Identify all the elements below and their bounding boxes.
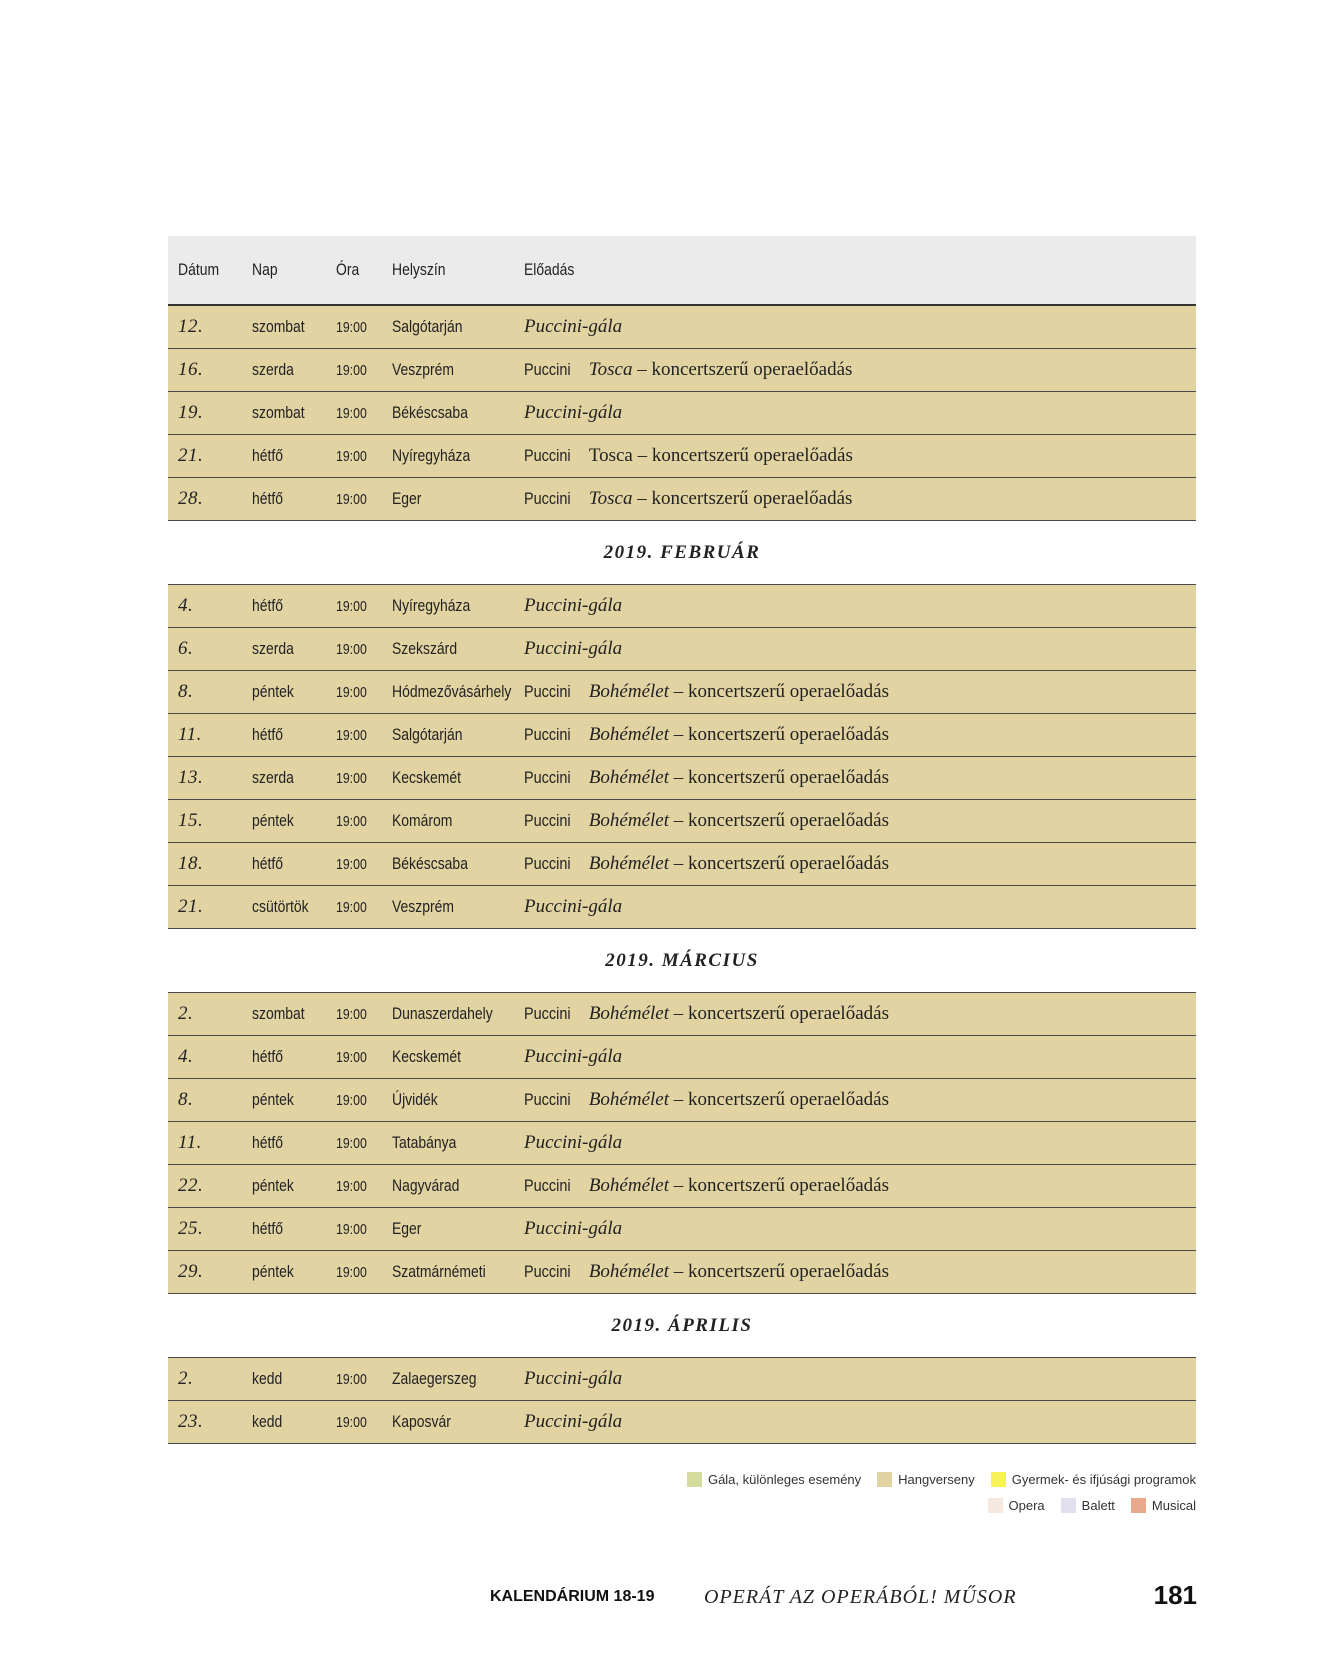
table-row bbox=[168, 585, 1196, 628]
cell-show bbox=[524, 445, 1196, 467]
table-row bbox=[168, 1165, 1196, 1208]
table-row bbox=[168, 306, 1196, 349]
cell-time: 19:00 bbox=[336, 1413, 367, 1431]
table-row bbox=[168, 886, 1196, 929]
table-row bbox=[168, 1401, 1196, 1444]
cell-time: 19:00 bbox=[336, 1048, 367, 1066]
table-row bbox=[168, 1358, 1196, 1401]
cell-show bbox=[524, 1261, 1196, 1283]
show-title: Puccini-gála bbox=[524, 1132, 623, 1153]
cell-show bbox=[524, 1411, 1196, 1433]
legend-label: Gyermek- és ifjúsági programok bbox=[1011, 1472, 1196, 1487]
cell-day: hétfő bbox=[252, 725, 284, 744]
cell-date: 23. bbox=[178, 1411, 204, 1432]
table-row bbox=[168, 1208, 1196, 1251]
legend-swatch bbox=[1061, 1498, 1076, 1513]
cell-day: kedd bbox=[252, 1369, 283, 1388]
table-row bbox=[168, 1079, 1196, 1122]
show-suffix: – koncertszerű operaelőadás bbox=[669, 767, 889, 788]
cell-time: 19:00 bbox=[336, 855, 367, 873]
cell-time: 19:00 bbox=[336, 361, 367, 379]
cell-date: 8. bbox=[178, 1089, 194, 1110]
table-row bbox=[168, 714, 1196, 757]
show-composer: Puccini bbox=[524, 1176, 571, 1195]
legend-line-2 bbox=[687, 1498, 1196, 1513]
header-place: Helyszín bbox=[392, 260, 446, 279]
legend bbox=[687, 1472, 1196, 1524]
show-title: Puccini-gála bbox=[524, 896, 623, 917]
table-row bbox=[168, 1036, 1196, 1079]
show-suffix: – koncertszerű operaelőadás bbox=[669, 1003, 889, 1024]
cell-day: péntek bbox=[252, 1262, 294, 1281]
legend-swatch bbox=[877, 1472, 892, 1487]
cell-place: Nagyvárad bbox=[392, 1176, 460, 1195]
cell-day: péntek bbox=[252, 1176, 294, 1195]
cell-show bbox=[524, 488, 1196, 510]
table-header bbox=[168, 236, 1196, 306]
legend-label: Hangverseny bbox=[898, 1472, 975, 1487]
cell-time: 19:00 bbox=[336, 1220, 367, 1238]
cell-place: Szekszárd bbox=[392, 639, 458, 658]
show-title: Tosca bbox=[588, 488, 633, 509]
show-composer: Puccini bbox=[524, 1090, 571, 1109]
cell-show bbox=[524, 1175, 1196, 1197]
show-title: Puccini-gála bbox=[524, 1368, 623, 1389]
table-row bbox=[168, 1251, 1196, 1294]
cell-date: 12. bbox=[178, 316, 204, 337]
table-row bbox=[168, 843, 1196, 886]
cell-day: péntek bbox=[252, 811, 294, 830]
cell-place: Hódmezővásárhely bbox=[392, 682, 512, 701]
cell-show bbox=[524, 359, 1196, 381]
cell-day: kedd bbox=[252, 1412, 283, 1431]
show-suffix: – koncertszerű operaelőadás bbox=[632, 359, 853, 380]
cell-date: 29. bbox=[178, 1261, 204, 1282]
cell-date: 28. bbox=[178, 488, 204, 509]
cell-day: hétfő bbox=[252, 1047, 284, 1066]
cell-day: szerda bbox=[252, 639, 294, 658]
legend-swatch bbox=[988, 1498, 1003, 1513]
cell-time: 19:00 bbox=[336, 1177, 367, 1195]
cell-date: 13. bbox=[178, 767, 204, 788]
cell-show bbox=[524, 1218, 1196, 1240]
cell-date: 16. bbox=[178, 359, 204, 380]
cell-show bbox=[524, 1132, 1196, 1154]
month-title: 2019. FEBRUÁR bbox=[168, 521, 1196, 585]
legend-swatch bbox=[991, 1472, 1006, 1487]
cell-show bbox=[524, 767, 1196, 789]
show-title: Puccini-gála bbox=[524, 1218, 623, 1239]
table-row bbox=[168, 800, 1196, 843]
show-composer: Puccini bbox=[524, 682, 571, 701]
cell-place: Komárom bbox=[392, 811, 453, 830]
legend-label: Opera bbox=[1008, 1498, 1045, 1513]
cell-date: 15. bbox=[178, 810, 204, 831]
show-title: Bohémélet bbox=[588, 1089, 669, 1110]
cell-time: 19:00 bbox=[336, 318, 367, 336]
show-title: Tosca bbox=[588, 445, 633, 466]
schedule-sections bbox=[168, 306, 1196, 1444]
cell-day: szerda bbox=[252, 360, 294, 379]
table-row bbox=[168, 435, 1196, 478]
cell-day: hétfő bbox=[252, 1133, 284, 1152]
show-suffix: – koncertszerű operaelőadás bbox=[669, 1175, 889, 1196]
cell-place: Szatmárnémeti bbox=[392, 1262, 486, 1281]
cell-time: 19:00 bbox=[336, 404, 367, 422]
cell-place: Kaposvár bbox=[392, 1412, 451, 1431]
show-composer: Puccini bbox=[524, 1004, 571, 1023]
cell-place: Tatabánya bbox=[392, 1133, 457, 1152]
footer-calendar-title: KALENDÁRIUM 18-19 bbox=[490, 1588, 655, 1605]
show-suffix: – koncertszerű operaelőadás bbox=[669, 681, 889, 702]
cell-show bbox=[524, 1003, 1196, 1025]
cell-day: hétfő bbox=[252, 854, 284, 873]
show-suffix: – koncertszerű operaelőadás bbox=[632, 488, 853, 509]
cell-day: szombat bbox=[252, 317, 305, 336]
cell-day: szombat bbox=[252, 403, 305, 422]
cell-show bbox=[524, 316, 1196, 338]
cell-show bbox=[524, 853, 1196, 875]
show-composer: Puccini bbox=[524, 1262, 571, 1281]
cell-day: hétfő bbox=[252, 1219, 284, 1238]
cell-day: péntek bbox=[252, 1090, 294, 1109]
cell-place: Kecskemét bbox=[392, 768, 461, 787]
legend-swatch bbox=[687, 1472, 702, 1487]
table-row bbox=[168, 349, 1196, 392]
page-number: 181 bbox=[1153, 1580, 1197, 1610]
legend-label: Balett bbox=[1081, 1498, 1115, 1513]
month-title: 2019. ÁPRILIS bbox=[168, 1294, 1196, 1358]
show-title: Puccini-gála bbox=[524, 1046, 623, 1067]
cell-time: 19:00 bbox=[336, 447, 367, 465]
cell-place: Salgótarján bbox=[392, 725, 463, 744]
show-composer: Puccini bbox=[524, 811, 571, 830]
cell-date: 2. bbox=[178, 1368, 194, 1389]
month-title: 2019. MÁRCIUS bbox=[168, 929, 1196, 993]
cell-place: Békéscsaba bbox=[392, 403, 468, 422]
cell-place: Kecskemét bbox=[392, 1047, 461, 1066]
show-title: Bohémélet bbox=[588, 1175, 669, 1196]
legend-swatch bbox=[1131, 1498, 1146, 1513]
show-title: Tosca bbox=[588, 359, 633, 380]
show-suffix: – koncertszerű operaelőadás bbox=[669, 1261, 889, 1282]
header-date: Dátum bbox=[178, 260, 220, 279]
cell-place: Nyíregyháza bbox=[392, 596, 471, 615]
cell-day: csütörtök bbox=[252, 897, 309, 916]
show-suffix: – koncertszerű operaelőadás bbox=[669, 853, 889, 874]
legend-label: Gála, különleges esemény bbox=[707, 1472, 862, 1487]
show-title: Bohémélet bbox=[588, 681, 669, 702]
cell-time: 19:00 bbox=[336, 898, 367, 916]
cell-place: Újvidék bbox=[392, 1090, 438, 1109]
table-row bbox=[168, 628, 1196, 671]
cell-date: 2. bbox=[178, 1003, 194, 1024]
cell-date: 8. bbox=[178, 681, 194, 702]
cell-day: péntek bbox=[252, 682, 294, 701]
cell-day: hétfő bbox=[252, 446, 284, 465]
header-time: Óra bbox=[336, 260, 360, 279]
table-row bbox=[168, 1122, 1196, 1165]
table-row bbox=[168, 478, 1196, 521]
header-show: Előadás bbox=[524, 260, 575, 279]
cell-time: 19:00 bbox=[336, 597, 367, 615]
cell-show bbox=[524, 1046, 1196, 1068]
cell-show bbox=[524, 1368, 1196, 1390]
cell-show bbox=[524, 810, 1196, 832]
cell-date: 4. bbox=[178, 595, 194, 616]
cell-date: 18. bbox=[178, 853, 204, 874]
legend-item bbox=[1061, 1498, 1115, 1513]
show-composer: Puccini bbox=[524, 854, 571, 873]
cell-place: Veszprém bbox=[392, 360, 454, 379]
cell-place: Eger bbox=[392, 489, 422, 508]
cell-time: 19:00 bbox=[336, 1263, 367, 1281]
cell-day: szerda bbox=[252, 768, 294, 787]
show-composer: Puccini bbox=[524, 489, 571, 508]
show-title: Bohémélet bbox=[588, 810, 669, 831]
table-row bbox=[168, 671, 1196, 714]
header-day: Nap bbox=[252, 260, 278, 279]
cell-time: 19:00 bbox=[336, 640, 367, 658]
legend-item bbox=[877, 1472, 975, 1487]
cell-time: 19:00 bbox=[336, 812, 367, 830]
show-title: Puccini-gála bbox=[524, 638, 623, 659]
legend-item bbox=[991, 1472, 1196, 1487]
show-title: Bohémélet bbox=[588, 1261, 669, 1282]
cell-time: 19:00 bbox=[336, 683, 367, 701]
show-composer: Puccini bbox=[524, 360, 571, 379]
cell-time: 19:00 bbox=[336, 1370, 367, 1388]
table-row bbox=[168, 392, 1196, 435]
cell-time: 19:00 bbox=[336, 726, 367, 744]
cell-place: Eger bbox=[392, 1219, 422, 1238]
cell-date: 19. bbox=[178, 402, 204, 423]
cell-day: hétfő bbox=[252, 489, 284, 508]
cell-date: 4. bbox=[178, 1046, 194, 1067]
cell-place: Nyíregyháza bbox=[392, 446, 471, 465]
show-title: Bohémélet bbox=[588, 724, 669, 745]
cell-place: Veszprém bbox=[392, 897, 454, 916]
cell-show bbox=[524, 402, 1196, 424]
cell-date: 11. bbox=[178, 1132, 202, 1153]
show-composer: Puccini bbox=[524, 768, 571, 787]
show-composer: Puccini bbox=[524, 725, 571, 744]
legend-item bbox=[687, 1472, 861, 1487]
cell-place: Dunaszerdahely bbox=[392, 1004, 493, 1023]
cell-show bbox=[524, 638, 1196, 660]
show-title: Puccini-gála bbox=[524, 316, 623, 337]
cell-time: 19:00 bbox=[336, 1134, 367, 1152]
cell-place: Zalaegerszeg bbox=[392, 1369, 477, 1388]
legend-item bbox=[988, 1498, 1045, 1513]
show-composer: Puccini bbox=[524, 446, 571, 465]
cell-time: 19:00 bbox=[336, 1005, 367, 1023]
show-title: Puccini-gála bbox=[524, 402, 623, 423]
show-suffix: – koncertszerű operaelőadás bbox=[669, 1089, 889, 1110]
show-title: Bohémélet bbox=[588, 853, 669, 874]
legend-label: Musical bbox=[1151, 1498, 1196, 1513]
cell-time: 19:00 bbox=[336, 1091, 367, 1109]
cell-day: szombat bbox=[252, 1004, 305, 1023]
cell-date: 6. bbox=[178, 638, 194, 659]
show-suffix: – koncertszerű operaelőadás bbox=[632, 445, 853, 466]
cell-show bbox=[524, 896, 1196, 918]
cell-show bbox=[524, 681, 1196, 703]
cell-day: hétfő bbox=[252, 596, 284, 615]
cell-place: Salgótarján bbox=[392, 317, 463, 336]
table-row bbox=[168, 993, 1196, 1036]
cell-date: 21. bbox=[178, 896, 204, 917]
table-row bbox=[168, 757, 1196, 800]
page-footer bbox=[0, 1580, 1331, 1620]
footer-section-title: OPERÁT AZ OPERÁBÓL! MŰSOR bbox=[704, 1586, 1017, 1608]
schedule-table bbox=[168, 236, 1196, 1444]
cell-date: 25. bbox=[178, 1218, 204, 1239]
legend-line-1 bbox=[687, 1472, 1196, 1487]
cell-show bbox=[524, 595, 1196, 617]
show-title: Bohémélet bbox=[588, 1003, 669, 1024]
cell-date: 22. bbox=[178, 1175, 204, 1196]
cell-show bbox=[524, 724, 1196, 746]
legend-item bbox=[1131, 1498, 1196, 1513]
cell-date: 11. bbox=[178, 724, 202, 745]
show-title: Puccini-gála bbox=[524, 595, 623, 616]
show-suffix: – koncertszerű operaelőadás bbox=[669, 724, 889, 745]
cell-time: 19:00 bbox=[336, 769, 367, 787]
show-title: Puccini-gála bbox=[524, 1411, 623, 1432]
show-suffix: – koncertszerű operaelőadás bbox=[669, 810, 889, 831]
cell-show bbox=[524, 1089, 1196, 1111]
cell-time: 19:00 bbox=[336, 490, 367, 508]
show-title: Bohémélet bbox=[588, 767, 669, 788]
cell-place: Békéscsaba bbox=[392, 854, 468, 873]
cell-date: 21. bbox=[178, 445, 204, 466]
